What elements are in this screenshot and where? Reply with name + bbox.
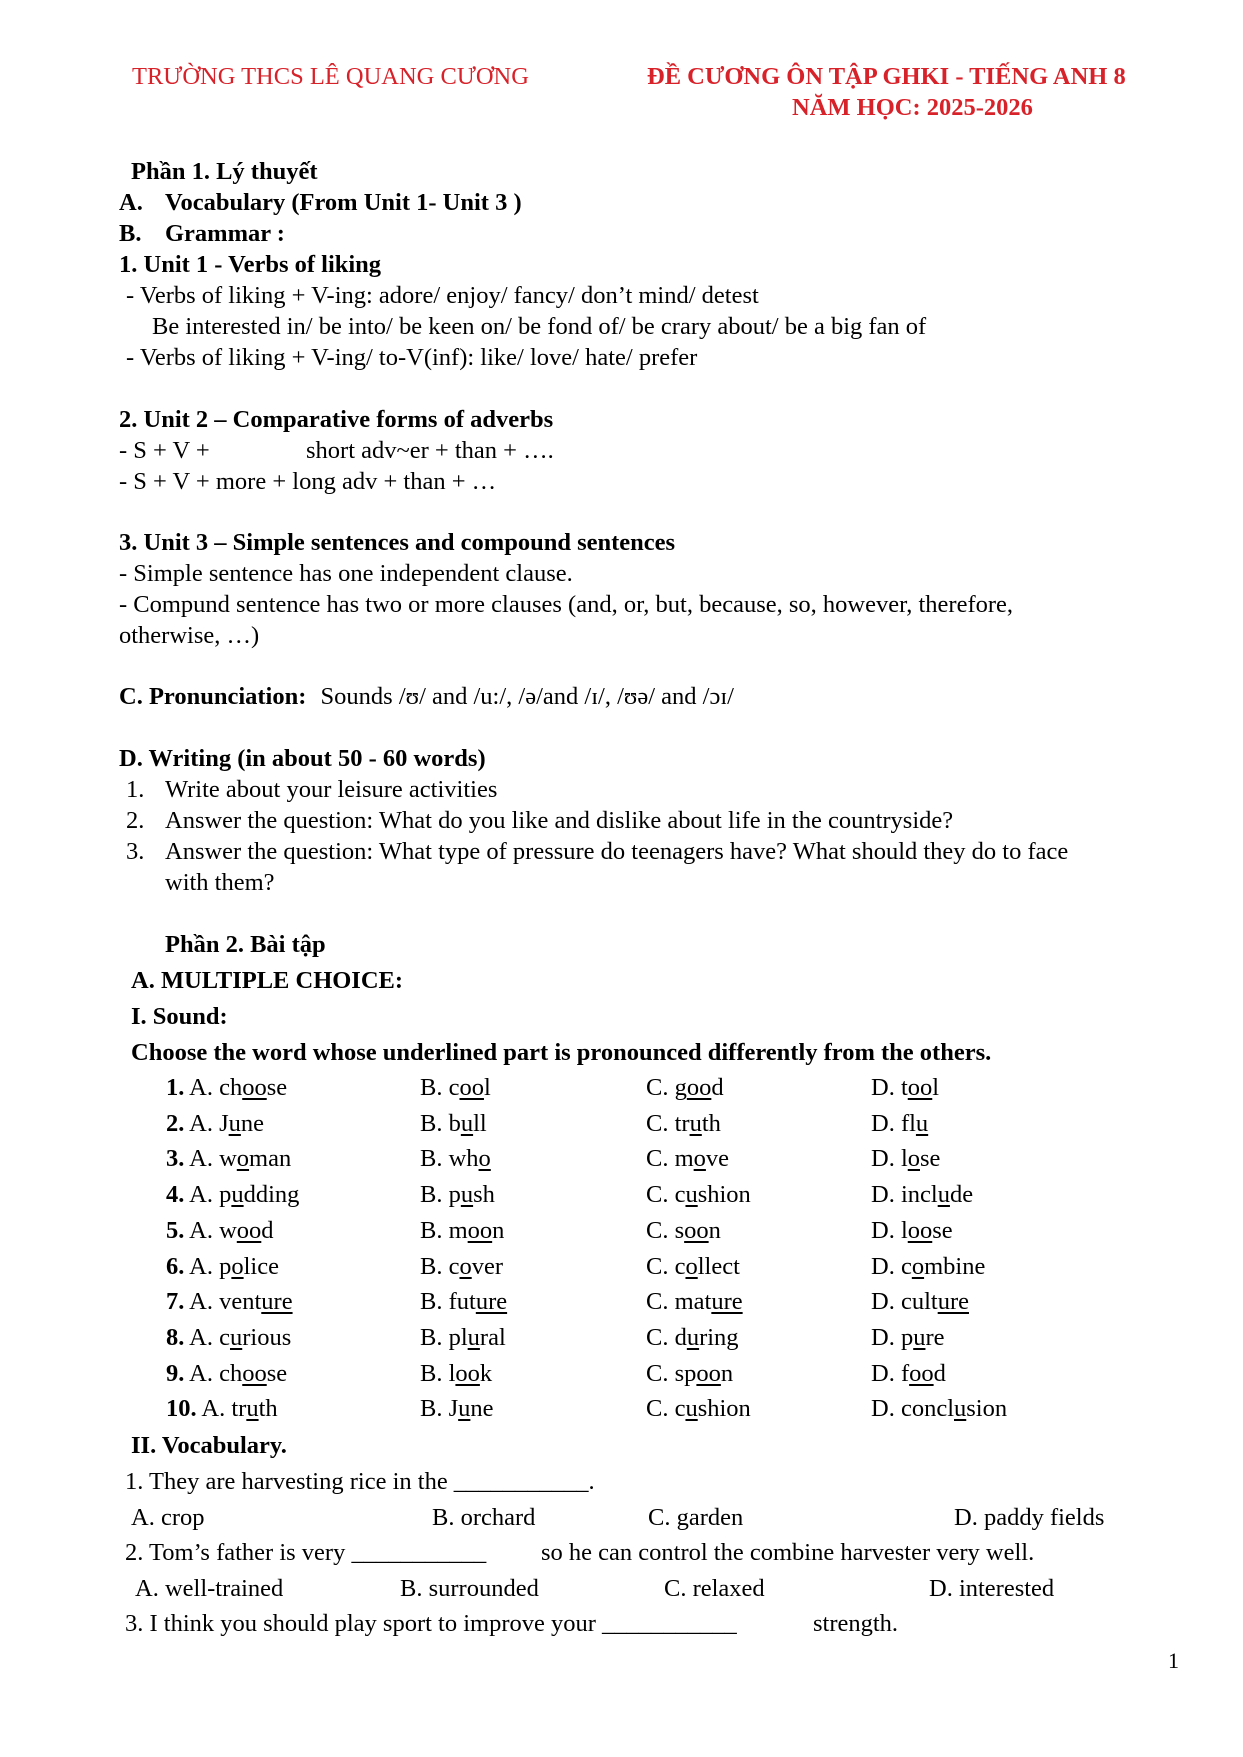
vocab-q2-option-d: D. interested <box>929 1575 1055 1602</box>
sound-option-a <box>166 1251 279 1282</box>
underlined-sound: o <box>459 1252 472 1280</box>
option-text-end: ral <box>479 1323 506 1351</box>
sound-instruction: Choose the word whose underlined part is pronounced differently from the others. <box>131 1039 992 1066</box>
underlined-sound: ure <box>261 1288 293 1316</box>
sound-option-b <box>420 1322 506 1353</box>
option-text: C. g <box>646 1074 687 1101</box>
sound-option-d <box>871 1251 985 1282</box>
option-text: A. w <box>189 1216 237 1244</box>
option-text: D. cult <box>871 1288 938 1316</box>
underlined-sound: o <box>478 1145 491 1173</box>
sound-option-a <box>166 1393 278 1424</box>
option-text-end: n <box>720 1359 734 1387</box>
sound-option-c <box>646 1251 740 1282</box>
underlined-sound: u <box>689 1109 702 1137</box>
underlined-sound: ure <box>711 1288 743 1316</box>
underlined-sound: u <box>954 1395 967 1423</box>
underlined-sound: u <box>458 1395 471 1423</box>
underlined-sound: o <box>685 1252 698 1280</box>
sound-option-a <box>166 1108 264 1139</box>
underlined-sound: u <box>228 1109 241 1137</box>
unit3-heading: 3. Unit 3 – Simple sentences and compound sentences <box>119 529 676 556</box>
sound-option-c <box>646 1108 721 1139</box>
option-text-end: ne <box>470 1395 494 1423</box>
underlined-sound: oo <box>455 1359 480 1387</box>
underlined-sound: oo <box>467 1216 493 1244</box>
underlined-sound: oo <box>909 1359 934 1387</box>
option-text-end: lice <box>243 1252 279 1280</box>
school-name: TRƯỜNG THCS LÊ QUANG CƯƠNG <box>132 63 529 90</box>
option-text-end: d <box>261 1216 274 1244</box>
question-number: 1. <box>166 1074 185 1101</box>
option-text: D. c <box>871 1252 912 1280</box>
option-text-end: man <box>249 1145 292 1173</box>
question-number: 7. <box>166 1288 185 1316</box>
option-text: C. mat <box>646 1288 712 1316</box>
option-text-end: k <box>479 1359 493 1387</box>
sound-option-a <box>166 1215 274 1246</box>
underlined-sound: u <box>460 1109 474 1137</box>
underlined-sound: oo <box>907 1074 933 1101</box>
sound-option-d <box>871 1143 940 1174</box>
option-text-end: sh <box>473 1181 495 1209</box>
section-a-vocabulary: Vocabulary (From Unit 1- Unit 3 ) <box>165 189 522 216</box>
option-text-end: se <box>266 1359 288 1387</box>
underlined-sound: oo <box>696 1359 721 1387</box>
option-text-end: th <box>258 1395 278 1423</box>
sound-option-d <box>871 1286 969 1317</box>
sound-question-row <box>0 1179 1243 1215</box>
option-text: D. f <box>871 1359 910 1387</box>
underlined-sound: u <box>686 1323 700 1351</box>
option-text: D. p <box>871 1323 914 1351</box>
writing-item-3: Answer the question: What type of pressure do teenagers have? What should they do to face <box>165 838 1069 865</box>
underlined-sound: o <box>693 1145 706 1173</box>
unit1-line2: Be interested in/ be into/ be keen on/ be fond of/ be crary about/ be a big fan of <box>152 313 927 340</box>
underlined-sound: oo <box>236 1216 262 1244</box>
sound-question-row <box>0 1215 1243 1251</box>
sound-option-d <box>871 1179 973 1210</box>
option-text: C. s <box>646 1216 685 1244</box>
option-text: C. d <box>646 1323 687 1351</box>
school-year: NĂM HỌC: 2025-2026 <box>792 94 1033 121</box>
question-number: 9. <box>166 1359 185 1387</box>
underlined-sound: oo <box>686 1074 712 1101</box>
vocab-question-1: 1. They are harvesting rice in the ___________. <box>125 1468 595 1495</box>
sound-option-a <box>166 1179 299 1210</box>
sound-option-b <box>420 1215 504 1246</box>
underlined-sound: u <box>937 1181 950 1209</box>
option-text: A. ch <box>189 1359 243 1387</box>
underlined-sound: u <box>246 1395 259 1423</box>
option-text: B. fut <box>420 1288 476 1316</box>
pronunciation-label: C. Pronunciation: <box>119 683 307 710</box>
writing-item-3-cont: with them? <box>165 869 275 896</box>
option-text: D. l <box>871 1145 908 1173</box>
sound-option-d <box>871 1393 1007 1424</box>
sound-option-d <box>871 1072 939 1103</box>
option-text: C. tr <box>646 1109 690 1137</box>
underlined-sound: o <box>236 1145 250 1173</box>
sound-option-c <box>646 1072 724 1103</box>
writing-item-2: Answer the question: What do you like and dislike about life in the countryside? <box>165 807 954 834</box>
option-text: C. c <box>646 1395 686 1423</box>
underlined-sound: oo <box>242 1359 267 1387</box>
writing-item-1-num: 1. <box>126 776 145 803</box>
option-text-end: n <box>708 1216 721 1244</box>
sound-option-c <box>646 1286 743 1317</box>
option-text-end: mbine <box>924 1252 986 1280</box>
sound-question-row <box>0 1358 1243 1394</box>
option-text-end: d <box>711 1074 724 1101</box>
question-number: 2. <box>166 1109 185 1137</box>
option-text: A. vent <box>189 1288 262 1316</box>
sound-option-a <box>166 1358 287 1389</box>
option-text: A. J <box>189 1109 229 1137</box>
vocab-question-3-end: strength. <box>813 1610 899 1637</box>
unit2-line1-start: - S + V + <box>119 437 210 464</box>
sound-option-b <box>420 1393 494 1424</box>
sound-option-a <box>166 1322 291 1353</box>
option-text-end: th <box>701 1109 721 1137</box>
option-text-end: ll <box>473 1109 487 1137</box>
sound-option-c <box>646 1393 751 1424</box>
section-b-marker: B. <box>119 220 142 247</box>
sound-option-b <box>420 1358 492 1389</box>
option-text-end: se <box>932 1216 953 1244</box>
underlined-sound: oo <box>684 1216 709 1244</box>
section-b-grammar: Grammar : <box>165 220 285 247</box>
underlined-sound: u <box>460 1181 474 1209</box>
option-text: D. incl <box>871 1181 938 1209</box>
vocab-q1-option-d: D. paddy fields <box>954 1504 1105 1531</box>
option-text-end: de <box>949 1181 974 1209</box>
option-text: A. tr <box>201 1395 247 1423</box>
sound-option-a <box>166 1143 291 1174</box>
question-number: 6. <box>166 1252 185 1280</box>
unit1-line3: - Verbs of liking + V-ing/ to-V(inf): like/ love/ hate/ prefer <box>126 344 698 371</box>
writing-item-3-num: 3. <box>126 838 145 865</box>
option-text: B. p <box>420 1181 461 1209</box>
sound-option-b <box>420 1072 491 1103</box>
sound-option-a <box>166 1286 293 1317</box>
underlined-sound: u <box>685 1395 698 1423</box>
sound-option-d <box>871 1358 946 1389</box>
underlined-sound: u <box>229 1323 243 1351</box>
option-text-end: re <box>925 1323 945 1351</box>
option-text-end: ne <box>240 1109 265 1137</box>
sound-option-b <box>420 1179 495 1210</box>
option-text-end: se <box>920 1145 941 1173</box>
unit1-line1: - Verbs of liking + V-ing: adore/ enjoy/ fancy/ don’t mind/ detest <box>126 282 759 309</box>
underlined-sound: u <box>913 1323 926 1351</box>
underlined-sound: u <box>685 1181 698 1209</box>
pronunciation-line <box>119 681 734 712</box>
sound-option-b <box>420 1251 503 1282</box>
vocab-q1-option-b: B. orchard <box>432 1504 536 1531</box>
option-text: C. c <box>646 1252 686 1280</box>
option-text: C. c <box>646 1181 686 1209</box>
option-text: B. J <box>420 1395 459 1423</box>
option-text-end: sion <box>966 1395 1008 1423</box>
sound-heading: I. Sound: <box>131 1003 228 1030</box>
underlined-sound: o <box>907 1145 920 1173</box>
sound-question-row <box>0 1072 1243 1108</box>
sound-question-row <box>0 1251 1243 1287</box>
unit3-line1: - Simple sentence has one independent clause. <box>119 560 573 587</box>
option-text: A. w <box>189 1145 237 1173</box>
unit3-line3: otherwise, …) <box>119 622 260 649</box>
sound-option-c <box>646 1358 733 1389</box>
option-text-end: shion <box>697 1181 751 1209</box>
question-number: 3. <box>166 1145 185 1173</box>
option-text-end: l <box>483 1074 491 1101</box>
sound-option-a <box>166 1072 287 1103</box>
sound-option-d <box>871 1322 945 1353</box>
option-text-end: ve <box>705 1145 730 1173</box>
vocabulary-heading: II. Vocabulary. <box>131 1432 287 1459</box>
underlined-sound: ure <box>937 1288 969 1316</box>
underlined-sound: ure <box>475 1288 508 1316</box>
sound-question-row <box>0 1322 1243 1358</box>
option-text: D. l <box>871 1216 908 1244</box>
vocab-question-2-end: so he can control the combine harvester very well. <box>541 1539 1035 1566</box>
option-text: B. b <box>420 1109 461 1137</box>
option-text: D. t <box>871 1074 908 1101</box>
option-text: B. wh <box>420 1145 479 1173</box>
option-text: C. sp <box>646 1359 697 1387</box>
vocab-question-2-start: 2. Tom’s father is very ___________ <box>125 1539 487 1566</box>
section-a-marker: A. <box>119 189 143 216</box>
option-text: B. l <box>420 1359 456 1387</box>
sound-option-b <box>420 1143 491 1174</box>
option-text-end: rious <box>242 1323 292 1351</box>
option-text-end: n <box>492 1216 505 1244</box>
vocab-q2-option-b: B. surrounded <box>400 1575 539 1602</box>
unit2-line1-end: short adv~er + than + …. <box>306 437 554 464</box>
vocab-q2-option-a: A. well-trained <box>135 1575 284 1602</box>
sound-option-c <box>646 1215 721 1246</box>
option-text-end: ver <box>471 1252 504 1280</box>
unit2-heading: 2. Unit 2 – Comparative forms of adverbs <box>119 406 554 433</box>
vocab-q1-option-c: C. garden <box>648 1504 744 1531</box>
option-text: B. c <box>420 1074 460 1101</box>
sound-option-b <box>420 1286 507 1317</box>
sound-option-b <box>420 1108 487 1139</box>
option-text-end: shion <box>697 1395 751 1423</box>
page-number: 1 <box>1168 1648 1179 1673</box>
sound-option-c <box>646 1179 751 1210</box>
question-number: 4. <box>166 1181 185 1209</box>
unit1-heading: 1. Unit 1 - Verbs of liking <box>119 251 382 278</box>
sound-question-row <box>0 1108 1243 1144</box>
option-text: B. pl <box>420 1323 468 1351</box>
underlined-sound: oo <box>907 1216 933 1244</box>
option-text-end: ring <box>699 1323 739 1351</box>
question-number: 5. <box>166 1216 185 1244</box>
option-text-end: se <box>266 1074 288 1101</box>
option-text: A. c <box>189 1323 230 1351</box>
option-text: B. c <box>420 1252 460 1280</box>
vocab-q1-option-a: A. crop <box>131 1504 205 1531</box>
writing-item-2-num: 2. <box>126 807 145 834</box>
part2-heading: Phần 2. Bài tập <box>165 931 326 958</box>
sound-question-row <box>0 1286 1243 1322</box>
writing-heading: D. Writing (in about 50 - 60 words) <box>119 745 486 772</box>
document-title: ĐỀ CƯƠNG ÔN TẬP GHKI - TIẾNG ANH 8 <box>647 63 1126 90</box>
sound-option-c <box>646 1322 739 1353</box>
sound-option-d <box>871 1215 953 1246</box>
underlined-sound: u <box>467 1323 480 1351</box>
option-text-end: dding <box>243 1181 300 1209</box>
option-text: D. fl <box>871 1109 916 1137</box>
multiple-choice-heading: A. MULTIPLE CHOICE: <box>131 967 404 994</box>
underlined-sound: u <box>915 1109 929 1137</box>
question-number: 10. <box>166 1395 197 1423</box>
option-text: A. ch <box>189 1074 243 1101</box>
underlined-sound: oo <box>459 1074 484 1101</box>
vocab-q2-option-c: C. relaxed <box>664 1575 765 1602</box>
option-text: C. m <box>646 1145 694 1173</box>
sound-option-d <box>871 1108 928 1139</box>
option-text-end: llect <box>697 1252 740 1280</box>
question-number: 8. <box>166 1323 185 1351</box>
pronunciation-sounds: Sounds /ʊ/ and /u:/, /ə/and /ɪ/, /ʊə/ and /ɔɪ/ <box>320 683 734 710</box>
underlined-sound: o <box>231 1252 244 1280</box>
part1-heading: Phần 1. Lý thuyết <box>131 158 318 185</box>
option-text: D. concl <box>871 1395 954 1423</box>
underlined-sound: oo <box>242 1074 267 1101</box>
sound-question-row <box>0 1393 1243 1429</box>
option-text: B. m <box>420 1216 468 1244</box>
writing-item-1: Write about your leisure activities <box>165 776 498 803</box>
sound-question-row <box>0 1143 1243 1179</box>
vocab-question-3-start: 3. I think you should play sport to improve your ___________ <box>125 1610 737 1637</box>
unit3-line2: - Compund sentence has two or more clauses (and, or, but, because, so, however, therefore, <box>119 591 1014 618</box>
unit2-line2: - S + V + more + long adv + than + … <box>119 468 497 495</box>
option-text-end: l <box>932 1074 940 1101</box>
option-text-end: d <box>933 1359 946 1387</box>
underlined-sound: o <box>911 1252 925 1280</box>
option-text: A. p <box>189 1181 232 1209</box>
sound-option-c <box>646 1143 729 1174</box>
option-text: A. p <box>189 1252 232 1280</box>
underlined-sound: u <box>231 1181 244 1209</box>
